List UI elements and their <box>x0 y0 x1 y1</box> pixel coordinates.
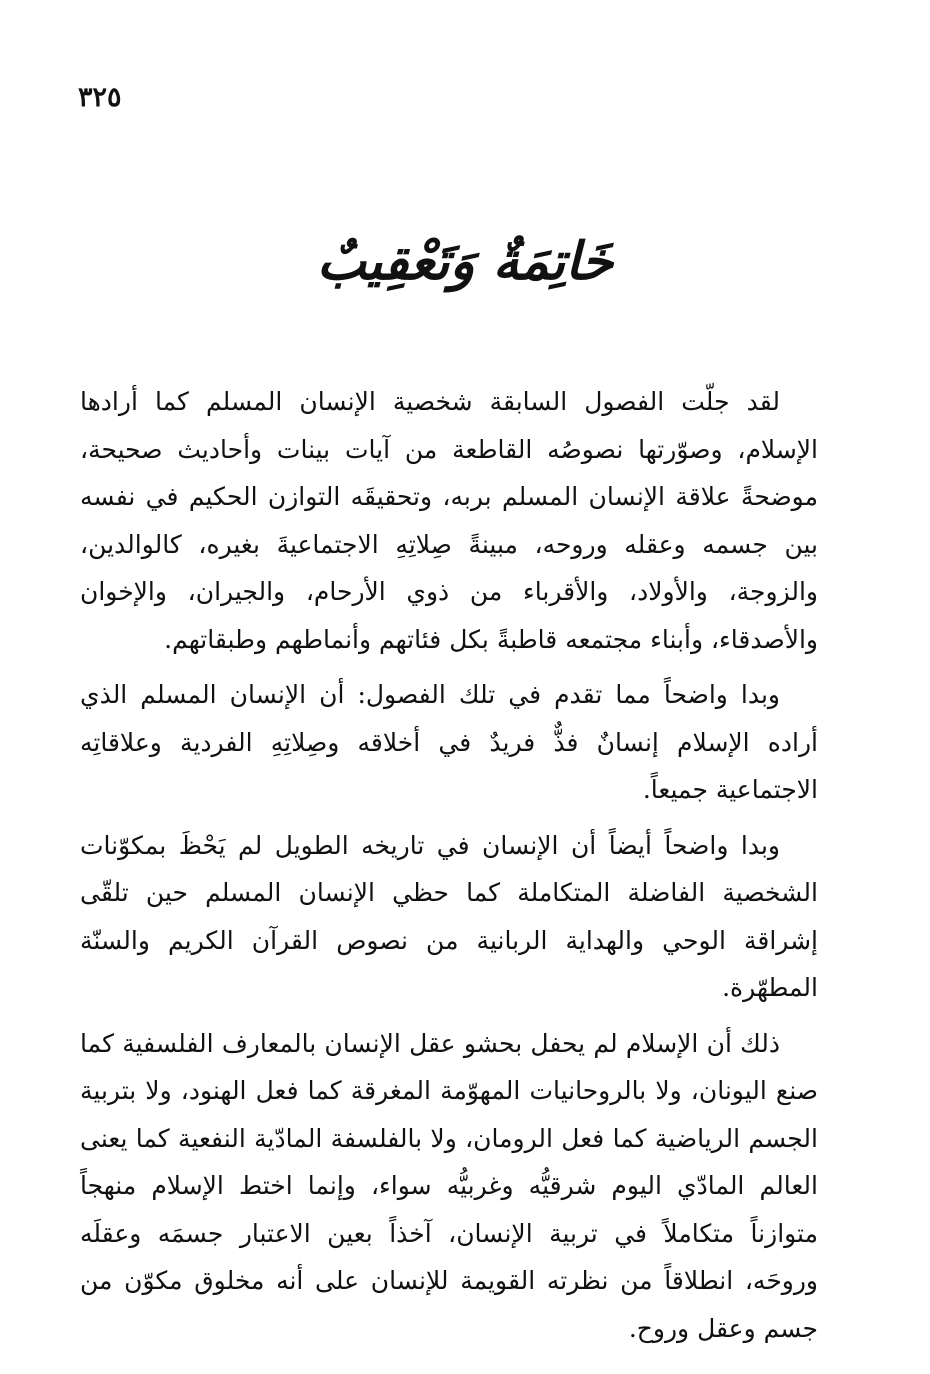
paragraph-3: وبدا واضحاً أيضاً أن الإنسان في تاريخه الطويل لم يَحْظَ بمكوّنات الشخصية الفاضلة المتكاملة كما حظي الإنسان المسلم حين تلقّى إشراقة الوحي والهداية الربانية من نصوص القرآن الكريم والسنّة المطهّرة. <box>80 830 818 1002</box>
paragraph-1: لقد جلّت الفصول السابقة شخصية الإنسان المسلم كما أرادها الإسلام، وصوّرتها نصوصُه القاطعة من آيات بينات وأحاديث صحيحة، موضحةً علاقة الإنسان المسلم بربه، وتحقيقَه التوازن الحكيم في نفسه بين جسمه وعقله وروحه، مبينةً صِلاتِهِ الاجتماعيةَ بغيره، كالوالدين، والزوجة، والأولاد، والأقرباء من ذوي الأرحام، والجيران، والإخوان والأصدقاء، وأبناء مجتمعه قاطبةً بكل فئاتهم وأنماطهم وطبقاتهم. <box>80 387 818 654</box>
paragraph-4: ذلك أن الإسلام لم يحفل بحشو عقل الإنسان بالمعارف الفلسفية كما صنع اليونان، ولا بالروحانيات المهوّمة المغرقة كما فعل الهنود، ولا بتربية الجسم الرياضية كما فعل الرومان، ولا بالفلسفة المادّية النفعية كما يعنى العالم المادّي اليوم شرقيُّه وغربيُّه سواء، وإنما اختط الإسلام منهجاً متوازناً متكاملاً في تربية الإنسان، آخذاً بعين الاعتبار جسمَه وعقلَه وروحَه، انطلاقاً من نظرته القويمة للإنسان على أنه مخلوق مكوّن من جسم وعقل وروح. <box>80 1028 818 1343</box>
body-text <box>80 378 818 1360</box>
paragraph-2: وبدا واضحاً مما تقدم في تلك الفصول: أن الإنسان المسلم الذي أراده الإسلام إنسانٌ فذٌّ فريدٌ في أخلاقه وصِلاتِهِ الفردية وعلاقاتِه الاجتماعية جميعاً. <box>80 680 818 804</box>
page-number: ٣٢٥ <box>78 82 122 113</box>
chapter-title: خَاتِمَةٌ وَتَعْقِيبٌ <box>316 231 614 292</box>
